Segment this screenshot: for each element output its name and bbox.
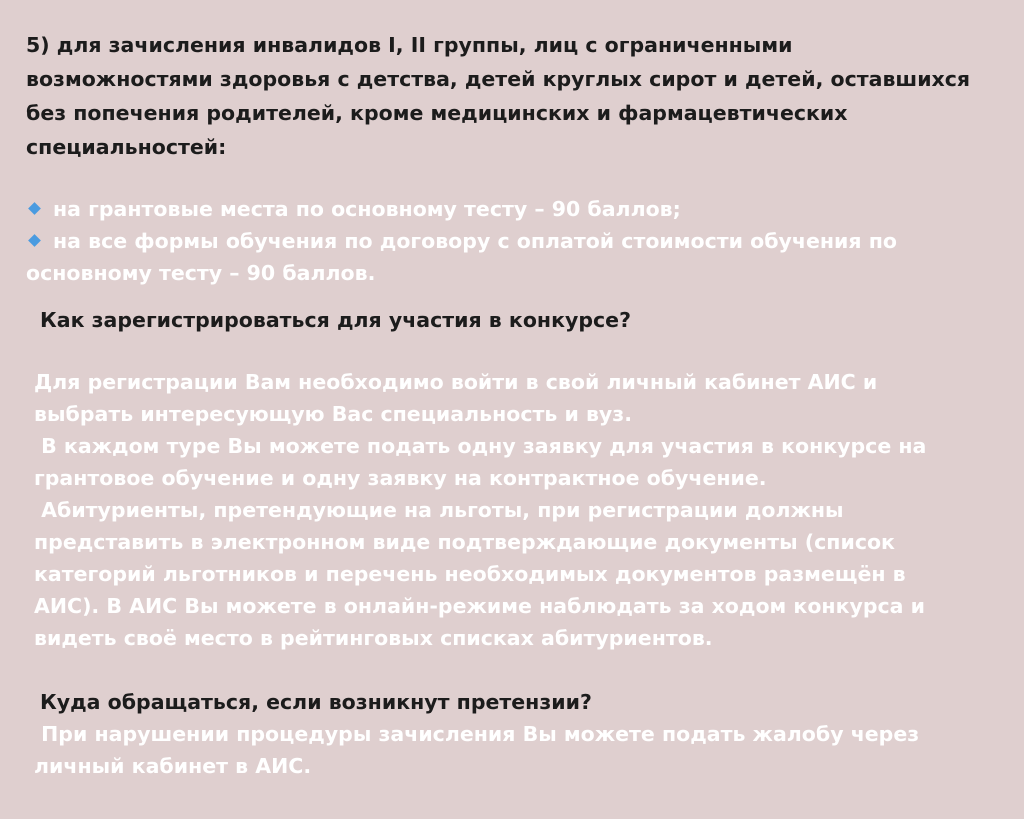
heading-line: специальностей:: [26, 135, 227, 159]
bullet-item: [26, 193, 996, 225]
score-bullet-list: [26, 193, 996, 289]
question-complaints: Куда обращаться, если возникнут претензии?: [40, 690, 592, 714]
answer-complaints: [34, 718, 984, 782]
answer-line: личный кабинет в АИС.: [34, 754, 312, 778]
answer-line: АИС). В АИС Вы можете в онлайн-режиме наблюдать за ходом конкурса и: [34, 594, 926, 618]
answer-line: При нарушении процедуры зачисления Вы можете подать жалобу через: [34, 722, 920, 746]
bullet-text: на все формы обучения по договору с оплатой стоимости обучения по: [53, 229, 897, 253]
answer-line: видеть своё место в рейтинговых списках абитуриентов.: [34, 626, 713, 650]
diamond-bullet-icon: [28, 202, 41, 215]
heading-line: возможностями здоровья с детства, детей круглых сирот и детей, оставшихся: [26, 67, 971, 91]
answer-line: представить в электронном виде подтверждающие документы (список: [34, 530, 895, 554]
intro-heading: [26, 28, 1011, 164]
answer-line: Для регистрации Вам необходимо войти в свой личный кабинет АИС и: [34, 370, 878, 394]
bullet-item: [26, 225, 996, 257]
answer-line: категорий льготников и перечень необходимых документов размещён в: [34, 562, 906, 586]
heading-line: без попечения родителей, кроме медицинских и фармацевтических: [26, 101, 848, 125]
heading-line: 5) для зачисления инвалидов I, II группы, лиц с ограниченными: [26, 33, 793, 57]
answer-line: выбрать интересующую Вас специальность и вуз.: [34, 402, 632, 426]
answer-line: грантовое обучение и одну заявку на контрактное обучение.: [34, 466, 767, 490]
diamond-bullet-icon: [28, 234, 41, 247]
answer-registration: [34, 366, 984, 654]
bullet-continuation: основному тесту – 90 баллов.: [26, 261, 376, 285]
bullet-text: на грантовые места по основному тесту – 90 баллов;: [53, 197, 681, 221]
answer-line: В каждом туре Вы можете подать одну заявку для участия в конкурсе на: [34, 434, 927, 458]
answer-line: Абитуриенты, претендующие на льготы, при регистрации должны: [34, 498, 844, 522]
question-registration: Как зарегистрироваться для участия в конкурсе?: [40, 308, 631, 332]
